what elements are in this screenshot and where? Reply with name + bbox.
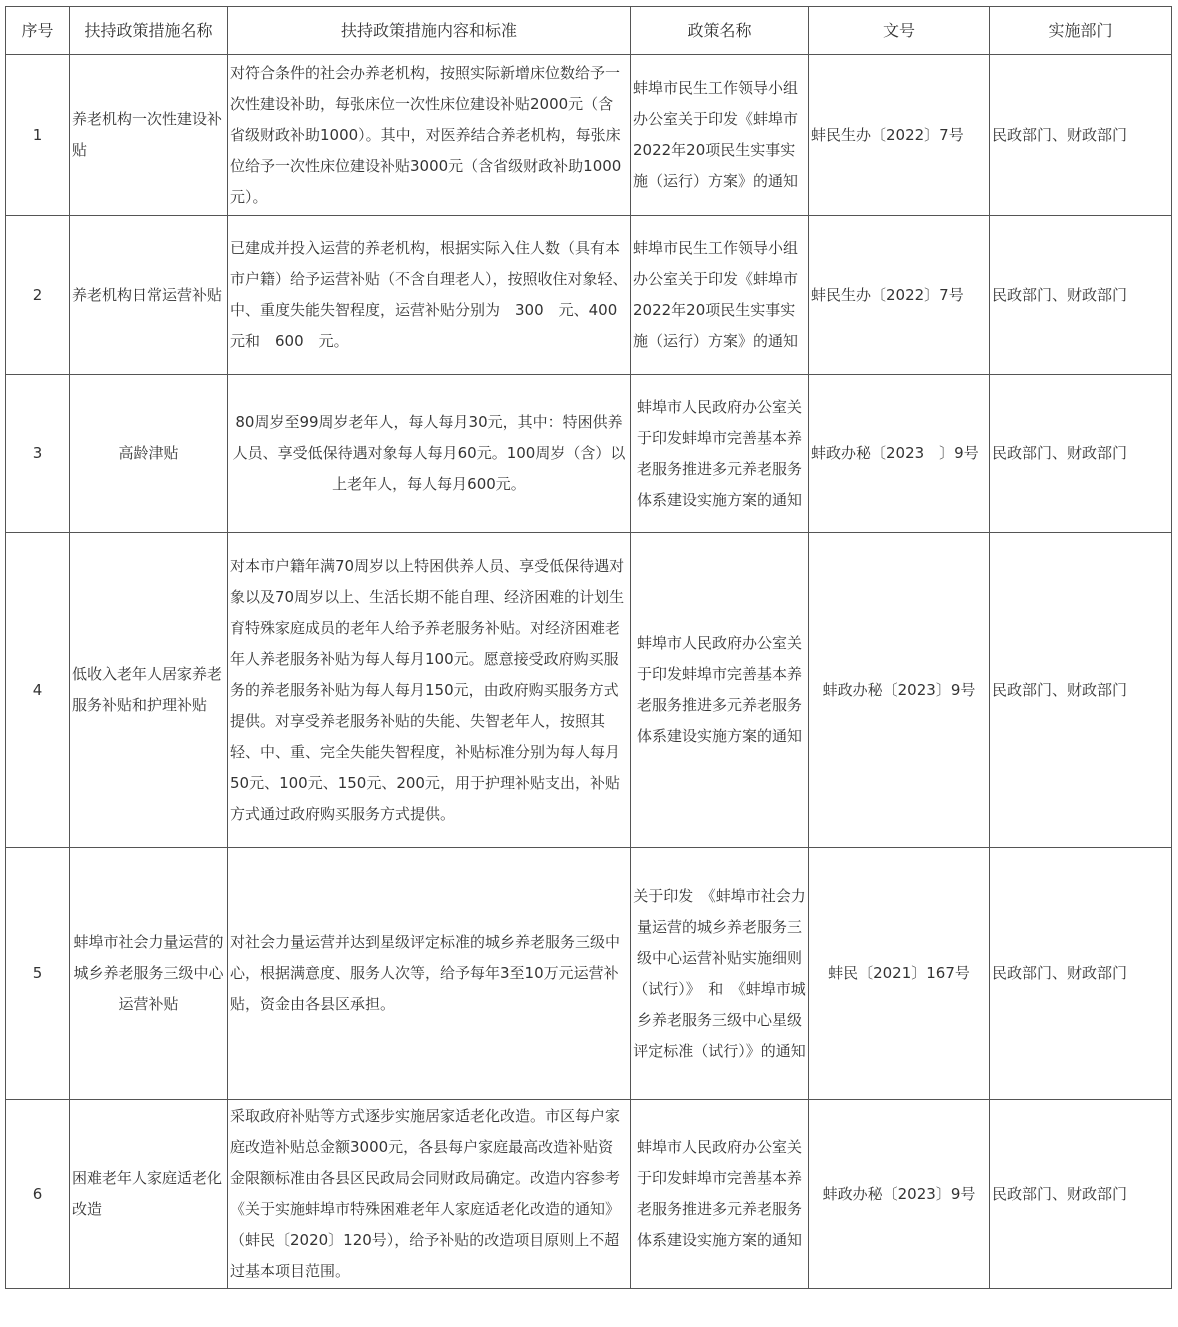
row-measure-name: 养老机构一次性建设补贴 xyxy=(70,55,228,216)
header-doc-number: 文号 xyxy=(809,7,990,55)
row-doc-number: 蚌政办秘〔2023 〕9号 xyxy=(809,375,990,533)
row-doc-number: 蚌政办秘〔2023〕9号 xyxy=(809,533,990,848)
table-row xyxy=(6,1100,1172,1289)
row-department: 民政部门、财政部门 xyxy=(990,1100,1172,1289)
row-doc-number: 蚌民生办〔2022〕7号 xyxy=(809,216,990,375)
row-measure-content: 对符合条件的社会办养老机构，按照实际新增床位数给予一次性建设补助，每张床位一次性床位建设补贴2000元（含省级财政补助1000）。其中，对医养结合养老机构，每张床位给予一次性床位建设补贴3000元（含省级财政补助1000元）。 xyxy=(228,55,631,216)
header-no: 序号 xyxy=(6,7,70,55)
row-policy-name: 蚌埠市人民政府办公室关于印发蚌埠市完善基本养老服务推进多元养老服务体系建设实施方案的通知 xyxy=(631,375,809,533)
row-measure-name: 困难老年人家庭适老化改造 xyxy=(70,1100,228,1289)
row-no: 3 xyxy=(6,375,70,533)
row-policy-name: 蚌埠市人民政府办公室关于印发蚌埠市完善基本养老服务推进多元养老服务体系建设实施方案的通知 xyxy=(631,1100,809,1289)
row-doc-number: 蚌民〔2021〕167号 xyxy=(809,848,990,1100)
table-row xyxy=(6,533,1172,848)
row-department: 民政部门、财政部门 xyxy=(990,55,1172,216)
row-measure-name: 养老机构日常运营补贴 xyxy=(70,216,228,375)
policy-table xyxy=(5,6,1172,1289)
row-policy-name: 关于印发 《蚌埠市社会力量运营的城乡养老服务三级中心运营补贴实施细则 （试行）》 和 《蚌埠市城乡养老服务三级中心星级评定标准（试行）》的通知 xyxy=(631,848,809,1100)
row-department: 民政部门、财政部门 xyxy=(990,375,1172,533)
row-policy-name: 蚌埠市人民政府办公室关于印发蚌埠市完善基本养老服务推进多元养老服务体系建设实施方案的通知 xyxy=(631,533,809,848)
header-measure-content: 扶持政策措施内容和标准 xyxy=(228,7,631,55)
row-department: 民政部门、财政部门 xyxy=(990,533,1172,848)
header-row xyxy=(6,7,1172,55)
header-measure-name: 扶持政策措施名称 xyxy=(70,7,228,55)
row-policy-name: 蚌埠市民生工作领导小组办公室关于印发《蚌埠市2022年20项民生实事实施（运行）方案》的通知 xyxy=(631,216,809,375)
header-policy-name: 政策名称 xyxy=(631,7,809,55)
row-doc-number: 蚌政办秘〔2023〕9号 xyxy=(809,1100,990,1289)
header-department: 实施部门 xyxy=(990,7,1172,55)
row-no: 4 xyxy=(6,533,70,848)
row-doc-number: 蚌民生办〔2022〕7号 xyxy=(809,55,990,216)
table-row xyxy=(6,848,1172,1100)
table-row xyxy=(6,375,1172,533)
row-no: 2 xyxy=(6,216,70,375)
row-measure-content: 采取政府补贴等方式逐步实施居家适老化改造。市区每户家庭改造补贴总金额3000元，各县每户家庭最高改造补贴资金限额标准由各县区民政局会同财政局确定。改造内容参考《关于实施蚌埠市特殊困难老年人家庭适老化改造的通知》（蚌民〔2020〕120号），给予补贴的改造项目原则上不超过基本项目范围。 xyxy=(228,1100,631,1289)
row-policy-name: 蚌埠市民生工作领导小组办公室关于印发《蚌埠市2022年20项民生实事实施（运行）方案》的通知 xyxy=(631,55,809,216)
row-measure-content: 对社会力量运营并达到星级评定标准的城乡养老服务三级中心，根据满意度、服务人次等，给予每年3至10万元运营补贴，资金由各县区承担。 xyxy=(228,848,631,1100)
row-measure-name: 蚌埠市社会力量运营的城乡养老服务三级中心运营补贴 xyxy=(70,848,228,1100)
row-no: 1 xyxy=(6,55,70,216)
row-measure-name: 高龄津贴 xyxy=(70,375,228,533)
row-measure-content: 80周岁至99周岁老年人，每人每月30元，其中：特困供养人员、享受低保待遇对象每人每月60元。100周岁（含）以上老年人，每人每月600元。 xyxy=(228,375,631,533)
row-measure-content: 已建成并投入运营的养老机构，根据实际入住人数（具有本市户籍）给予运营补贴（不含自理老人），按照收住对象轻、中、重度失能失智程度，运营补贴分别为 300 元、400 元和 600 元。 xyxy=(228,216,631,375)
row-measure-content: 对本市户籍年满70周岁以上特困供养人员、享受低保待遇对象以及70周岁以上、生活长期不能自理、经济困难的计划生育特殊家庭成员的老年人给予养老服务补贴。对经济困难老年人养老服务补贴为每人每月100元。愿意接受政府购买服务的养老服务补贴为每人每月150元，由政府购买服务方式提供。对享受养老服务补贴的失能、失智老年人，按照其轻、中、重、完全失能失智程度，补贴标准分别为每人每月50元、100元、150元、200元，用于护理补贴支出，补贴方式通过政府购买服务方式提供。 xyxy=(228,533,631,848)
table-row xyxy=(6,55,1172,216)
table-row xyxy=(6,216,1172,375)
row-no: 6 xyxy=(6,1100,70,1289)
row-department: 民政部门、财政部门 xyxy=(990,848,1172,1100)
row-department: 民政部门、财政部门 xyxy=(990,216,1172,375)
row-no: 5 xyxy=(6,848,70,1100)
row-measure-name: 低收入老年人居家养老服务补贴和护理补贴 xyxy=(70,533,228,848)
